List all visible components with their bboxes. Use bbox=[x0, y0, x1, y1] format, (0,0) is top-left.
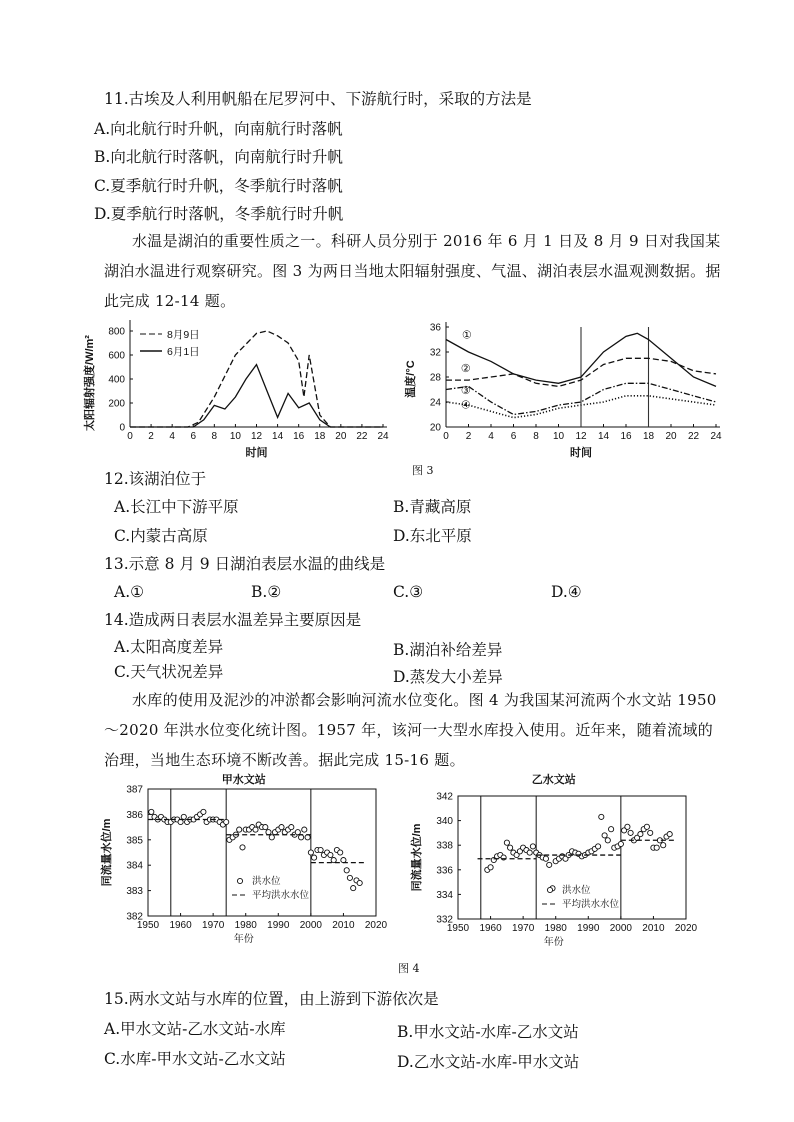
flood-point bbox=[253, 827, 258, 832]
x-tick-label: 16 bbox=[620, 431, 632, 442]
flood-point bbox=[237, 827, 242, 832]
q14-stem: 14.造成两日表层水温差异主要原因是 bbox=[104, 611, 362, 629]
flood-point bbox=[344, 868, 349, 873]
q12-option-a: A.长江中下游平原 bbox=[114, 498, 239, 516]
y-tick-label: 387 bbox=[126, 784, 143, 796]
legend-marker-flood bbox=[237, 878, 242, 883]
x-tick-label: 22 bbox=[356, 431, 368, 442]
y-tick-label: 338 bbox=[436, 840, 453, 852]
x-tick-label: 2020 bbox=[364, 920, 388, 931]
series-line-1 bbox=[130, 365, 383, 427]
y-tick-label: 800 bbox=[108, 326, 125, 338]
flood-point bbox=[547, 862, 552, 867]
flood-point bbox=[527, 850, 532, 855]
flood-point bbox=[625, 824, 630, 829]
y-tick-label: 382 bbox=[126, 911, 143, 923]
series-marker-2: ② bbox=[460, 363, 471, 375]
legend-label-flood: 洪水位 bbox=[252, 876, 281, 887]
flood-point bbox=[508, 845, 513, 850]
series-marker-1: ① bbox=[461, 329, 472, 342]
flood-point bbox=[654, 845, 659, 850]
x-tick-label: 0 bbox=[443, 431, 449, 442]
flood-point bbox=[201, 809, 206, 814]
y-tick-label: 20 bbox=[429, 422, 441, 434]
q13-option-d: D.④ bbox=[551, 583, 582, 601]
flood-point bbox=[596, 844, 601, 849]
q11-option-c: C.夏季航行时升帆，冬季航行时落帆 bbox=[94, 177, 343, 195]
flood-point bbox=[638, 832, 643, 837]
q11-option-d: D.夏季航行时落帆，冬季航行时升帆 bbox=[94, 205, 344, 223]
x-tick-label: 14 bbox=[597, 431, 610, 442]
y-tick-label: 342 bbox=[436, 791, 453, 803]
flood-point bbox=[312, 855, 317, 860]
x-tick-label: 2 bbox=[148, 431, 154, 442]
y-tick-label: 0 bbox=[119, 422, 125, 434]
intro-paragraph-2: 水库的使用及泥沙的冲淤都会影响河流水位变化。图 4 为我国某河流两个水文站 1950～2020 年洪水位变化统计图。1957 年，该河一大型水库投入使用。近年来，随着流域的治理，当地生态环境不断改善。据此完成 15-16 题。 bbox=[104, 691, 717, 769]
x-tick-label: 12 bbox=[575, 431, 587, 442]
figure4-station-yi-chart bbox=[408, 772, 708, 952]
flood-point bbox=[341, 858, 346, 863]
flood-point bbox=[305, 835, 310, 840]
legend-label-jun1: 6月1日 bbox=[167, 346, 200, 358]
y-axis-title: 同流量水位/m bbox=[101, 818, 113, 887]
y-tick-label: 400 bbox=[108, 374, 125, 386]
y-tick-label: 340 bbox=[436, 816, 453, 828]
q12-option-c: C.内蒙古高原 bbox=[114, 527, 208, 545]
q15-option-d: D.乙水文站-水库-甲水文站 bbox=[397, 1053, 580, 1071]
x-tick-label: 1990 bbox=[577, 923, 600, 934]
x-tick-label: 18 bbox=[314, 431, 326, 442]
x-tick-label: 18 bbox=[642, 431, 655, 442]
flood-point bbox=[543, 856, 548, 861]
q12-option-b: B.青藏高原 bbox=[393, 498, 472, 516]
x-tick-label: 1980 bbox=[544, 923, 567, 934]
legend-label-mean: 平均洪水水位 bbox=[562, 899, 620, 910]
x-tick-label: 2 bbox=[465, 431, 472, 442]
q12-stem: 12.该湖泊位于 bbox=[104, 470, 207, 488]
q14-option-c: C.天气状况差异 bbox=[114, 663, 224, 681]
flood-point bbox=[295, 830, 300, 835]
flood-point bbox=[269, 835, 274, 840]
x-tick-label: 2010 bbox=[332, 920, 355, 931]
y-axis-title: 同流量水位/m bbox=[411, 823, 423, 892]
flood-point bbox=[351, 886, 356, 891]
x-tick-label: 1960 bbox=[479, 923, 502, 934]
flood-point bbox=[263, 825, 268, 830]
flood-point bbox=[178, 819, 183, 824]
flood-point bbox=[667, 832, 672, 837]
q15-option-c: C.水库-甲水文站-乙水文站 bbox=[104, 1050, 286, 1068]
flood-point bbox=[628, 830, 633, 835]
flood-point bbox=[599, 814, 604, 819]
figure3-caption: 图 3 bbox=[412, 464, 434, 477]
series-marker-3: ③ bbox=[460, 384, 471, 397]
x-tick-label: 16 bbox=[293, 431, 305, 442]
figure3-temperature-chart bbox=[404, 313, 724, 458]
flood-point bbox=[181, 814, 186, 819]
x-tick-label: 8 bbox=[533, 431, 539, 442]
q15-option-a: A.甲水文站-乙水文站-水库 bbox=[104, 1020, 286, 1038]
x-tick-label: 24 bbox=[710, 431, 722, 442]
x-axis-title: 年份 bbox=[543, 937, 564, 948]
flood-point bbox=[331, 858, 336, 863]
flood-point bbox=[318, 847, 323, 852]
x-tick-label: 2020 bbox=[674, 923, 698, 934]
series-marker-4: ④ bbox=[460, 399, 471, 412]
legend-marker-flood bbox=[547, 887, 552, 892]
flood-point bbox=[224, 819, 229, 824]
flood-point bbox=[328, 852, 333, 857]
y-tick-label: 28 bbox=[429, 372, 441, 384]
x-tick-label: 1970 bbox=[512, 923, 535, 934]
flood-point bbox=[661, 843, 666, 848]
y-tick-label: 600 bbox=[108, 350, 125, 362]
q11-option-a: A.向北航行时升帆，向南航行时落帆 bbox=[94, 120, 343, 138]
flood-point bbox=[308, 850, 313, 855]
q15-option-b: B.甲水文站-水库-乙水文站 bbox=[397, 1023, 579, 1041]
q13-option-c: C.③ bbox=[393, 583, 424, 601]
x-tick-label: 1970 bbox=[202, 920, 225, 931]
y-tick-label: 383 bbox=[126, 886, 143, 898]
q13-option-b: B.② bbox=[251, 583, 282, 601]
figure4-caption: 图 4 bbox=[398, 962, 420, 975]
y-tick-label: 385 bbox=[126, 835, 143, 847]
chart-title: 甲水文站 bbox=[221, 774, 266, 786]
flood-point bbox=[530, 844, 535, 849]
flood-point bbox=[266, 830, 271, 835]
chart-title: 乙水文站 bbox=[531, 774, 576, 786]
flood-point bbox=[618, 841, 623, 846]
q15-stem: 15.两水文站与水库的位置，由上游到下游依次是 bbox=[104, 990, 439, 1008]
y-tick-label: 386 bbox=[126, 809, 143, 821]
q14-option-d: D.蒸发大小差异 bbox=[393, 668, 503, 686]
q13-stem: 13.示意 8 月 9 日湖泊表层水温的曲线是 bbox=[104, 555, 386, 573]
y-axis-title: 太阳辐射强度/W/m² bbox=[84, 335, 96, 431]
x-tick-label: 1960 bbox=[169, 920, 192, 931]
x-tick-label: 6 bbox=[510, 431, 517, 442]
figure3-radiation-chart bbox=[84, 313, 389, 459]
flood-point bbox=[289, 825, 294, 830]
flood-point bbox=[357, 880, 362, 885]
x-axis-title: 年份 bbox=[233, 934, 254, 945]
flood-point bbox=[149, 809, 154, 814]
x-axis-title: 时间 bbox=[245, 447, 268, 459]
y-tick-label: 200 bbox=[108, 398, 125, 410]
x-tick-label: 2000 bbox=[609, 923, 632, 934]
y-tick-label: 334 bbox=[436, 889, 453, 901]
x-tick-label: 2000 bbox=[299, 920, 322, 931]
y-tick-label: 336 bbox=[436, 865, 453, 877]
x-tick-label: 1990 bbox=[267, 920, 290, 931]
y-tick-label: 384 bbox=[126, 860, 143, 872]
x-tick-label: 10 bbox=[552, 431, 565, 442]
x-tick-label: 12 bbox=[250, 431, 263, 442]
x-tick-label: 2010 bbox=[642, 923, 665, 934]
x-tick-label: 1950 bbox=[446, 923, 470, 934]
flood-point bbox=[488, 865, 493, 870]
flood-point bbox=[299, 835, 304, 840]
y-tick-label: 24 bbox=[429, 397, 441, 409]
flood-point bbox=[240, 845, 245, 850]
q11-option-b: B.向北航行时落帆，向南航行时升帆 bbox=[94, 148, 343, 166]
flood-point bbox=[609, 827, 614, 832]
x-tick-label: 10 bbox=[229, 431, 241, 442]
q11-stem: 11.古埃及人利用帆船在尼罗河中、下游航行时，采取的方法是 bbox=[104, 90, 532, 108]
y-tick-label: 36 bbox=[429, 322, 441, 334]
y-tick-label: 32 bbox=[429, 347, 441, 359]
x-tick-label: 24 bbox=[377, 431, 389, 442]
flood-point bbox=[347, 875, 352, 880]
q12-option-d: D.东北平原 bbox=[393, 527, 472, 545]
intro-paragraph-1: 水温是湖泊的重要性质之一。科研人员分别于 2016 年 6 月 1 日及 8 月 9 日对我国某湖泊水温进行观察研究。图 3 为两日当地太阳辐射强度、气温、湖泊表层水温观测数据。据此完成 12-14 题。 bbox=[104, 232, 721, 310]
x-axis-title: 时间 bbox=[570, 447, 592, 459]
flood-point bbox=[644, 824, 649, 829]
flood-point bbox=[302, 827, 307, 832]
figure4-station-jia-chart bbox=[98, 772, 388, 947]
legend-label-flood: 洪水位 bbox=[562, 885, 591, 896]
flood-point bbox=[279, 825, 284, 830]
x-tick-label: 22 bbox=[687, 431, 700, 442]
flood-point bbox=[602, 833, 607, 838]
x-tick-label: 4 bbox=[169, 431, 175, 442]
y-axis-title: 温度/°C bbox=[405, 360, 417, 398]
x-tick-label: 8 bbox=[211, 431, 218, 442]
q14-option-a: A.太阳高度差异 bbox=[114, 638, 224, 656]
x-tick-label: 20 bbox=[335, 431, 347, 442]
x-tick-label: 6 bbox=[190, 431, 197, 442]
legend-label-aug9: 8月9日 bbox=[167, 329, 200, 341]
x-tick-label: 14 bbox=[272, 431, 284, 442]
x-tick-label: 0 bbox=[127, 431, 133, 442]
flood-point bbox=[504, 840, 509, 845]
x-tick-label: 1950 bbox=[136, 920, 160, 931]
flood-point bbox=[605, 838, 610, 843]
x-tick-label: 20 bbox=[665, 431, 677, 442]
flood-point bbox=[648, 830, 653, 835]
y-tick-label: 332 bbox=[436, 914, 453, 926]
flood-point bbox=[338, 850, 343, 855]
legend-label-mean: 平均洪水水位 bbox=[252, 890, 310, 901]
x-tick-label: 4 bbox=[488, 431, 494, 442]
q13-option-a: A.① bbox=[114, 583, 145, 601]
x-tick-label: 1980 bbox=[234, 920, 257, 931]
q14-option-b: B.湖泊补给差异 bbox=[393, 641, 503, 659]
